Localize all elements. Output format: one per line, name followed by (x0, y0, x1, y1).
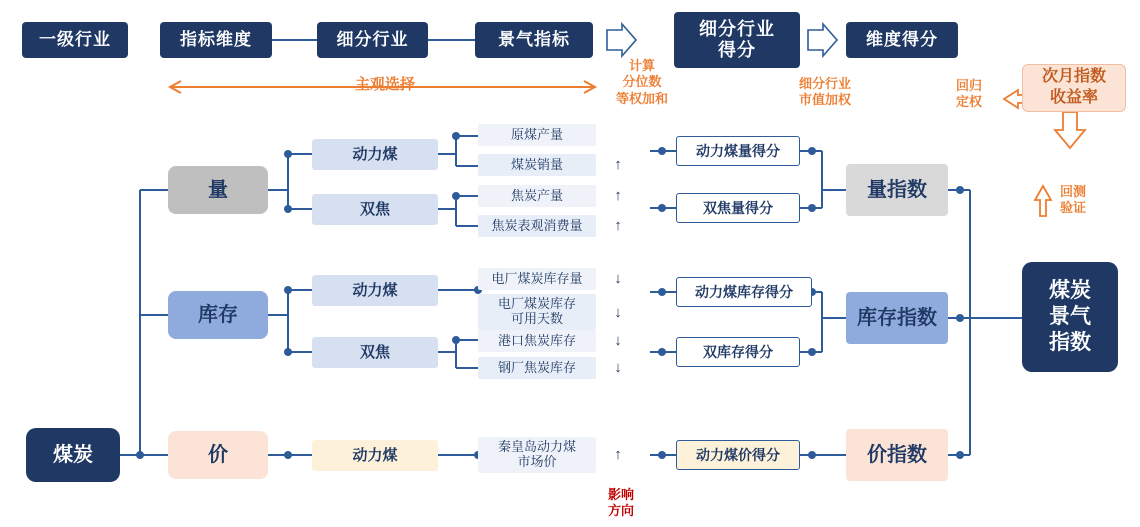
dimension-price (168, 431, 268, 479)
sub-industry-label: 双焦 (359, 200, 390, 218)
indicator-label: 焦炭产量 (510, 187, 563, 203)
sub-industry-label: 动力煤 (352, 145, 398, 163)
score-thermal-coal-inventory (676, 277, 812, 307)
index-label: 价指数 (867, 443, 927, 466)
score-label: 双焦量得分 (703, 199, 773, 216)
sub-industry-thermal-coal-inventory (312, 275, 438, 306)
direction-arrow-qhd-price (608, 444, 628, 466)
header-primary-industry (22, 22, 128, 58)
header-primary-industry-label: 一级行业 (39, 30, 111, 50)
next-month-index-return (1022, 64, 1126, 112)
header-sub-industry-label: 细分行业 (336, 30, 409, 50)
direction-arrow-coal-sales (608, 154, 628, 176)
dimension-inventory-label: 库存 (198, 303, 238, 326)
sub-industry-thermal-coal-volume (312, 139, 438, 170)
sub-industry-label: 双焦 (359, 343, 390, 361)
indicator-label: 钢厂焦炭库存 (497, 359, 576, 375)
indicator-label-line1: 秦皇岛动力煤 (497, 439, 576, 455)
score-label: 动力煤量得分 (696, 142, 780, 159)
sub-industry-double-coke-volume (312, 194, 438, 225)
indicator-label: 港口焦炭库存 (497, 332, 576, 348)
score-double-coke-volume (676, 193, 800, 223)
sub-industry-double-coke-inventory (312, 337, 438, 368)
direction-arrow-label: ↑ (614, 156, 622, 174)
header-dimension-score (846, 22, 958, 58)
annotation-calc-line1: 计算 (628, 58, 655, 73)
indicator-plant-coal-inventory-days (478, 294, 596, 330)
score-thermal-coal-volume (676, 136, 800, 166)
indicator-label: 电厂煤炭库存量 (491, 270, 583, 286)
annotation-mktcap-line2: 市值加权 (798, 92, 851, 108)
indicator-qinhuangdao-thermal-coal-price (478, 437, 596, 473)
annotation-impact-direction (588, 487, 654, 520)
indicator-label-line2: 可用天数 (510, 311, 563, 326)
direction-arrow-plant-inventory (608, 268, 628, 290)
next-month-return-line1: 次月指数 (1041, 68, 1106, 86)
indicator-label: 原煤产量 (510, 126, 563, 142)
next-month-return-line2: 收益率 (1049, 89, 1098, 106)
final-coal-prosperity-index (1022, 262, 1118, 372)
final-line1: 煤炭 (1049, 278, 1091, 302)
index-label: 库存指数 (857, 306, 937, 329)
score-double-coke-inventory (676, 337, 800, 367)
index-inventory (846, 292, 948, 344)
annotation-mktcap-line1: 细分行业 (798, 76, 851, 91)
annotation-calc-line3: 等权加和 (615, 90, 668, 106)
header-indicator-dimension-label: 指标维度 (180, 30, 252, 50)
indicator-label: 煤炭销量 (510, 156, 563, 172)
annotation-subjective-choice-label: 主观选择 (354, 76, 415, 93)
score-thermal-coal-price (676, 440, 800, 470)
sub-industry-label: 动力煤 (352, 281, 398, 299)
header-sub-industry-score (674, 12, 800, 68)
annotation-impact-line1: 影响 (607, 487, 634, 502)
final-line3: 指数 (1049, 331, 1091, 355)
header-prosperity-indicator-label: 景气指标 (498, 30, 570, 50)
annotation-backtest-line1: 回测 (1060, 184, 1087, 199)
index-price (846, 429, 948, 481)
annotation-subjective-choice (330, 76, 440, 95)
header-sub-industry-score-line2: 得分 (718, 40, 756, 60)
direction-arrow-plant-inventory-days (608, 302, 628, 324)
header-prosperity-indicator (475, 22, 593, 58)
direction-arrow-label: ↑ (614, 446, 622, 464)
direction-arrow-label: ↓ (614, 270, 622, 288)
annotation-market-cap-weight (770, 76, 880, 109)
annotation-regression-line1: 回归 (955, 78, 982, 93)
indicator-label: 焦炭表观消费量 (491, 217, 583, 233)
index-label: 量指数 (867, 178, 927, 201)
direction-arrow-label: ↑ (614, 217, 622, 235)
indicator-plant-coal-inventory (478, 268, 596, 290)
direction-arrow-coke-consumption (608, 215, 628, 237)
header-sub-industry (317, 22, 428, 58)
dimension-inventory (168, 291, 268, 339)
root-node-label: 煤炭 (53, 443, 93, 466)
indicator-label-line1: 电厂煤炭库存 (497, 296, 576, 312)
indicator-steel-mill-coke-inventory (478, 357, 596, 379)
indicator-port-coke-inventory (478, 330, 596, 352)
direction-arrow-label: ↓ (614, 359, 622, 377)
final-line2: 景气 (1049, 304, 1091, 328)
direction-arrow-label: ↓ (614, 332, 622, 350)
annotation-calc-quantile (594, 58, 690, 107)
annotation-backtest-line2: 验证 (1060, 200, 1087, 216)
header-dimension-score-label: 维度得分 (866, 30, 938, 50)
header-sub-industry-score-line1: 细分行业 (699, 19, 775, 40)
direction-arrow-port-coke (608, 330, 628, 352)
score-label: 动力煤库存得分 (695, 283, 793, 300)
header-indicator-dimension (160, 22, 272, 58)
annotation-calc-line2: 分位数 (622, 74, 662, 90)
dimension-volume-label: 量 (208, 178, 228, 201)
direction-arrow-label: ↓ (614, 304, 622, 322)
indicator-label-line2: 市场价 (517, 454, 557, 469)
indicator-coke-apparent-consumption (478, 215, 596, 237)
score-label: 双库存得分 (703, 343, 773, 360)
annotation-regression-weight (938, 78, 1000, 111)
indicator-coal-sales (478, 154, 596, 176)
annotation-regression-line2: 定权 (955, 94, 982, 110)
indicator-coke-output (478, 185, 596, 207)
direction-arrow-mill-coke (608, 357, 628, 379)
index-volume (846, 164, 948, 216)
dimension-price-label: 价 (208, 443, 228, 466)
sub-industry-label: 动力煤 (352, 446, 398, 464)
annotation-impact-line2: 方向 (607, 503, 634, 519)
indicator-raw-coal-output (478, 124, 596, 146)
dimension-volume (168, 166, 268, 214)
root-node-coal (26, 428, 120, 482)
direction-arrow-label: ↑ (614, 187, 622, 205)
sub-industry-thermal-coal-price (312, 440, 438, 471)
annotation-backtest-verify (1060, 184, 1130, 217)
score-label: 动力煤价得分 (696, 446, 780, 463)
direction-arrow-coke-output (608, 185, 628, 207)
